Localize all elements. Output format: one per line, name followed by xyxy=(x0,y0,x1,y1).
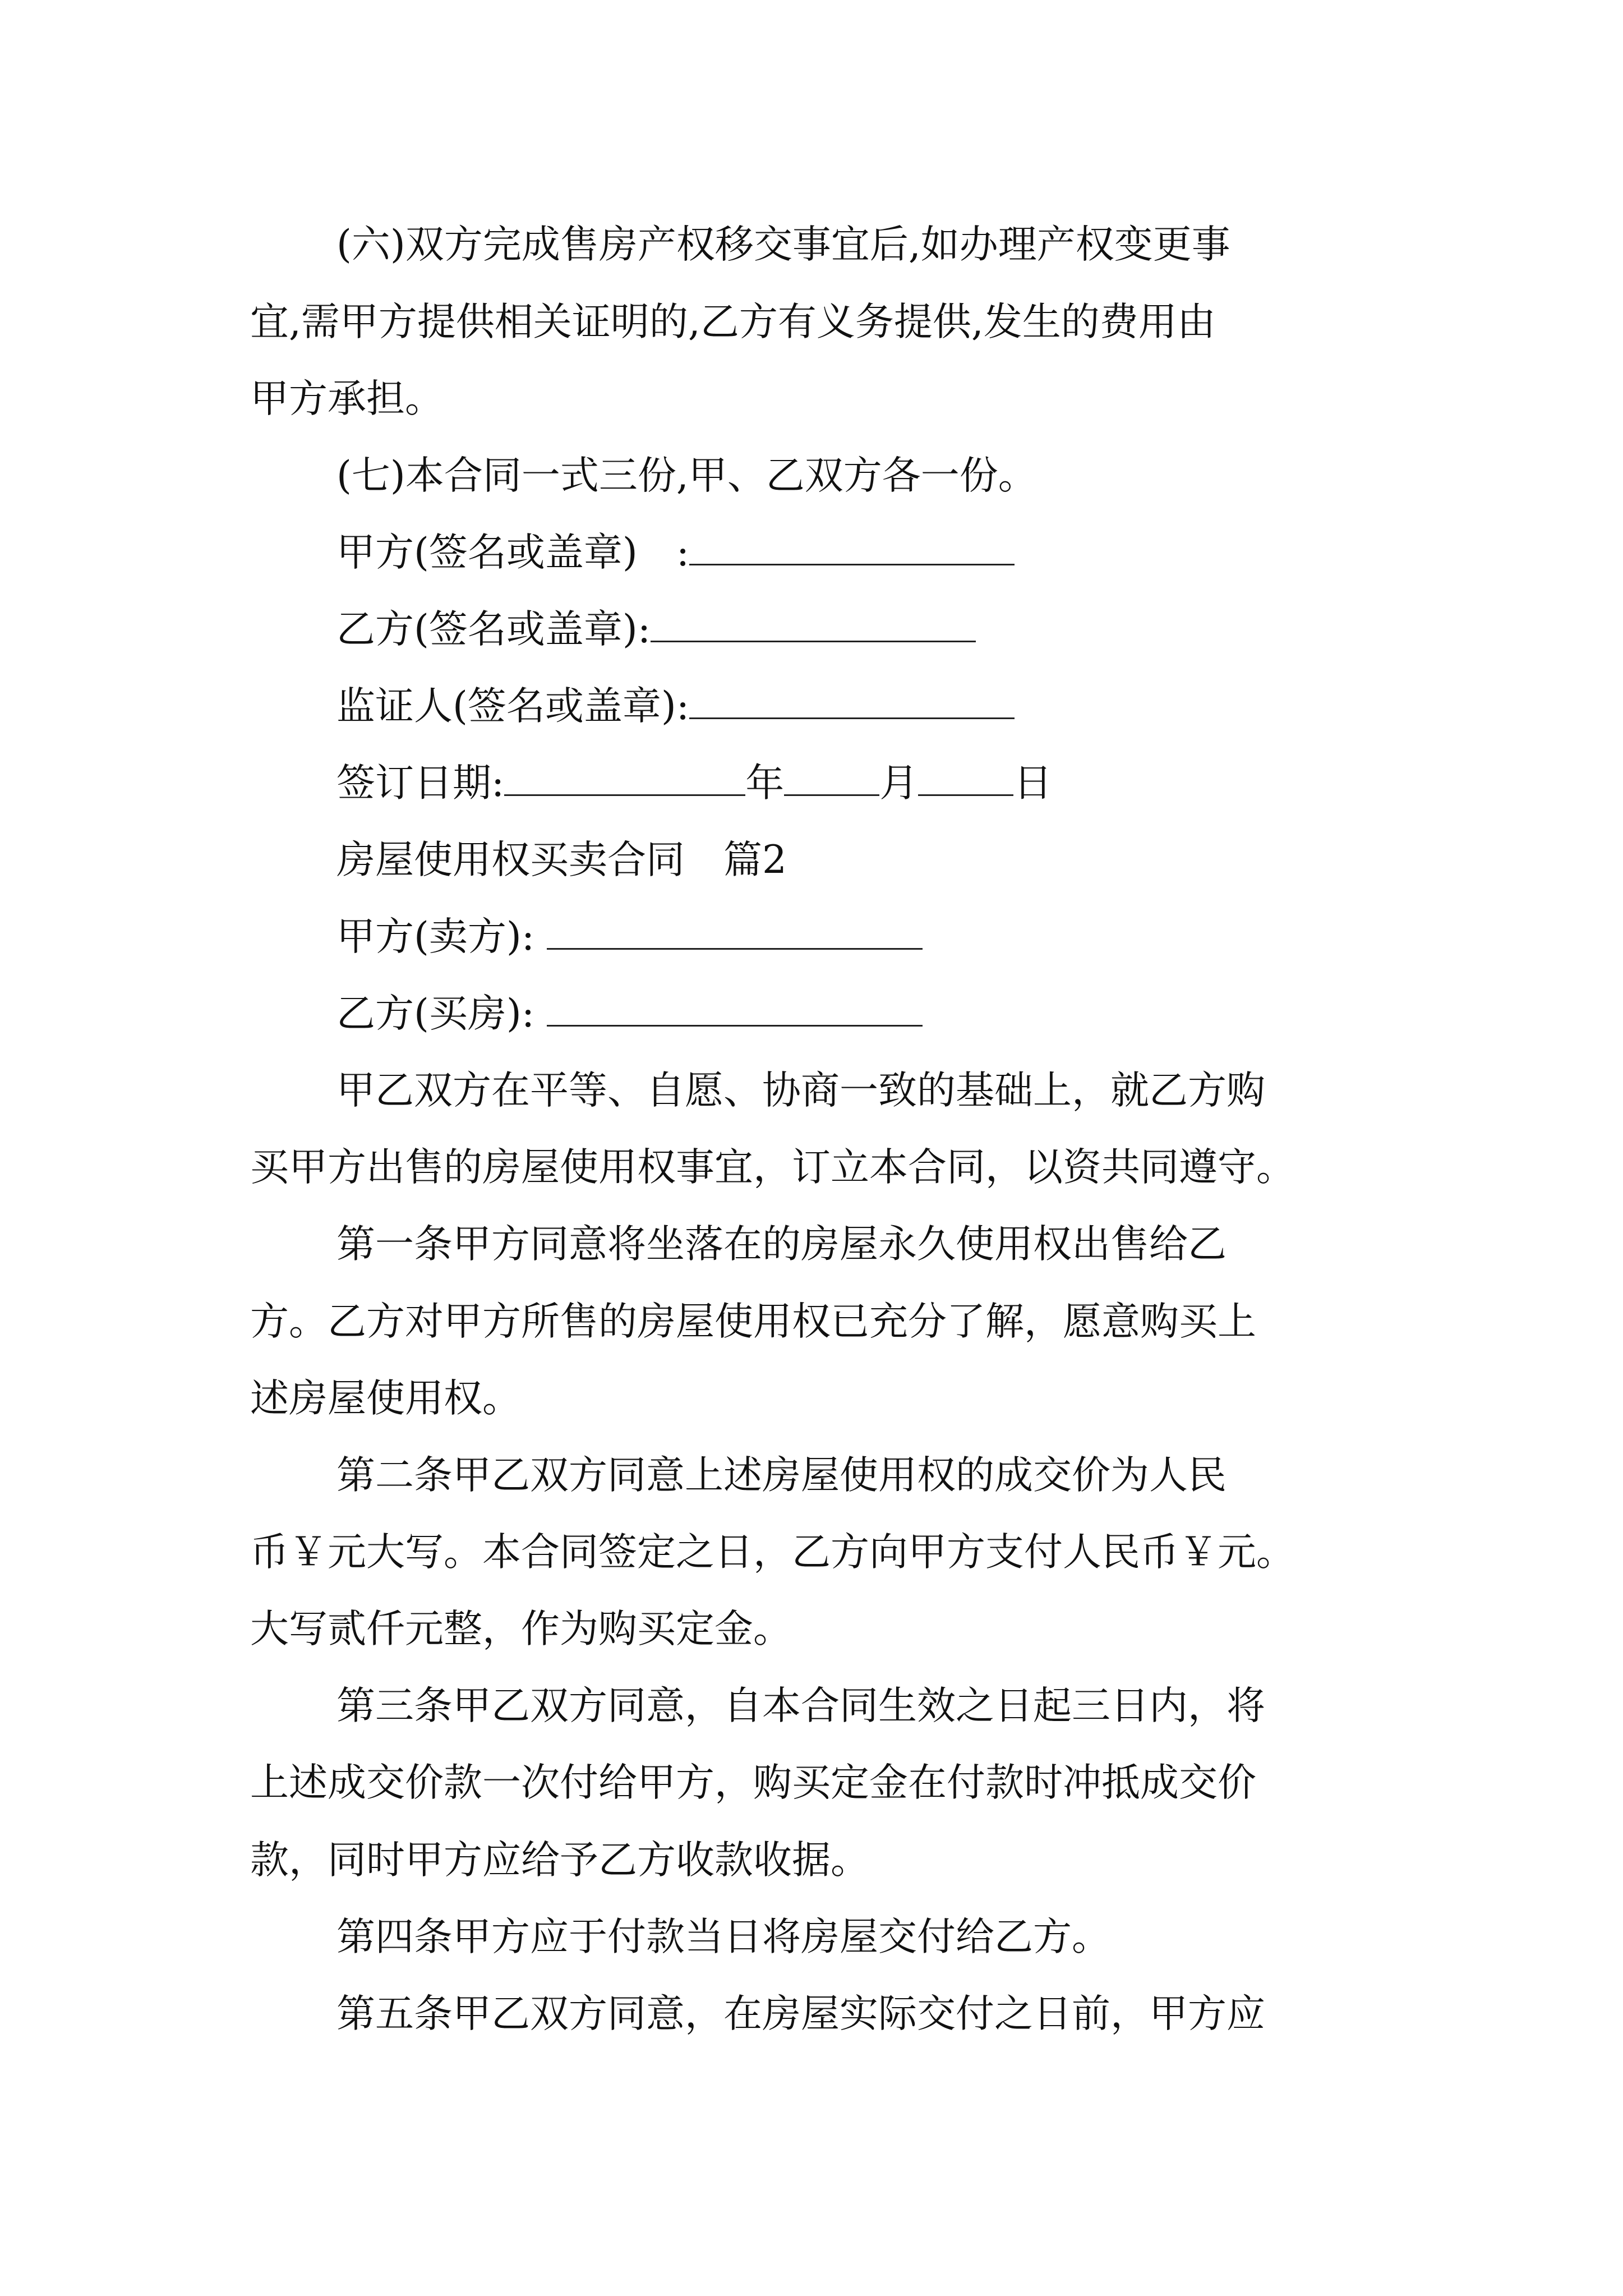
date-year-blank[interactable] xyxy=(504,760,745,796)
date-month-blank[interactable] xyxy=(784,760,879,796)
art1-line3: 述房屋使用权。 xyxy=(250,1376,521,1421)
sign-date-label: 签订日期: xyxy=(336,761,505,806)
art3-line1: 第三条甲乙双方同意，自本合同生效之日起三日内，将 xyxy=(336,1683,1265,1728)
art1-line1: 第一条甲方同意将坐落在的房屋永久使用权出售给乙 xyxy=(336,1222,1227,1267)
date-month-label: 月 xyxy=(879,761,919,806)
date-day-blank[interactable] xyxy=(918,760,1013,796)
art2-line1: 第二条甲乙双方同意上述房屋使用权的成交价为人民 xyxy=(336,1453,1227,1498)
sign-party-a-row xyxy=(336,527,1015,578)
para6-line1: (六)双方完成售房产权移交事宜后,如办理产权变更事 xyxy=(336,222,1230,267)
party-a-row xyxy=(336,911,923,963)
art1-line2: 方。乙方对甲方所售的房屋使用权已充分了解，愿意购买上 xyxy=(250,1299,1256,1344)
sign-party-b-blank[interactable] xyxy=(651,606,976,642)
para7: (七)本合同一式三份,甲、乙双方各一份。 xyxy=(336,453,1037,498)
sign-party-b-row xyxy=(336,604,976,655)
sign-date-row xyxy=(336,757,1052,809)
party-b-label: 乙方(买房): xyxy=(336,991,535,1036)
party-a-blank[interactable] xyxy=(547,913,923,950)
intro-line1: 甲乙双方在平等、自愿、协商一致的基础上，就乙方购 xyxy=(336,1068,1265,1113)
party-b-row xyxy=(336,988,923,1039)
sign-witness-row xyxy=(336,680,1015,732)
sign-party-a-blank[interactable] xyxy=(689,529,1015,565)
party-a-label: 甲方(卖方): xyxy=(336,914,535,959)
art4: 第四条甲方应于付款当日将房屋交付给乙方。 xyxy=(336,1915,1110,1959)
party-b-blank[interactable] xyxy=(547,990,923,1027)
art2-line3: 大写贰仟元整，作为购买定金。 xyxy=(250,1607,792,1651)
para6-line3: 甲方承担。 xyxy=(250,376,444,421)
sign-party-b-label: 乙方(签名或盖章): xyxy=(336,607,651,652)
sign-witness-label: 监证人(签名或盖章): xyxy=(336,684,690,729)
contract2-title: 房屋使用权买卖合同 篇2 xyxy=(336,838,787,882)
sign-party-a-label: 甲方(签名或盖章) : xyxy=(336,530,690,575)
date-day-label: 日 xyxy=(1013,761,1053,806)
para6-line2: 宜,需甲方提供相关证明的,乙方有义务提供,发生的费用由 xyxy=(250,300,1216,344)
art2-line2: 币￥元大写。本合同签定之日，乙方向甲方支付人民币￥元。 xyxy=(250,1530,1295,1575)
date-year-label: 年 xyxy=(745,761,785,806)
intro-line2: 买甲方出售的房屋使用权事宜，订立本合同，以资共同遵守。 xyxy=(250,1145,1295,1190)
sign-witness-blank[interactable] xyxy=(689,683,1015,719)
art5-line1: 第五条甲乙双方同意，在房屋实际交付之日前，甲方应 xyxy=(336,1991,1265,2036)
art3-line3: 款，同时甲方应给予乙方收款收据。 xyxy=(250,1838,869,1883)
art3-line2: 上述成交价款一次付给甲方，购买定金在付款时冲抵成交价 xyxy=(250,1760,1256,1805)
